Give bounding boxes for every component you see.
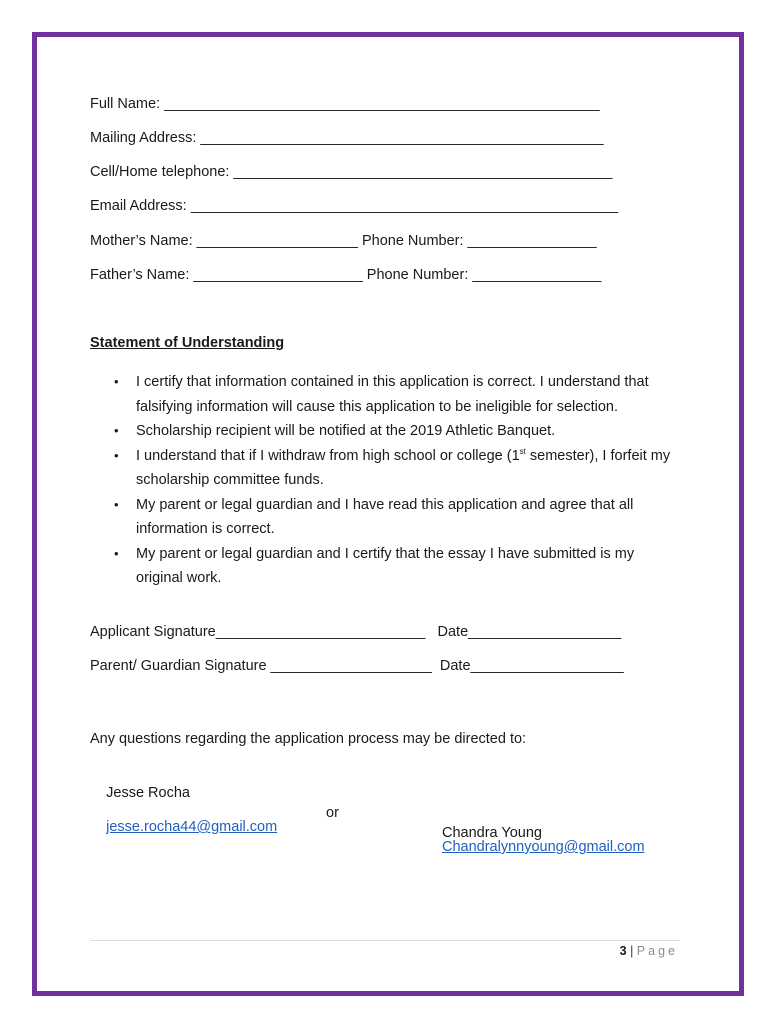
statement-item-text-start: I understand that if I withdraw from high school or college (1 [136,447,520,464]
statement-item [114,370,680,419]
statement-item [114,493,680,542]
mailing-address-field[interactable]: Mailing Address: __________________________________________________ [90,130,604,146]
contact-name-2: Chandra Young [442,825,542,841]
statement-item-text: I certify that information contained in this application is correct. I understand that falsifying information will cause this application to be ineligible for selection. [136,374,649,415]
statement-item-text: My parent or legal guardian and I certify that the essay I have submitted is my original work. [136,545,635,586]
footer-separator: | [626,944,637,958]
bullet-icon: • [114,374,119,389]
bullet-icon: • [114,423,119,438]
ordinal-suffix: st [519,446,526,456]
statement-item [114,542,680,591]
bullet-icon: • [114,545,119,561]
applicant-signature-line[interactable]: Applicant Signature__________________________ Date___________________ [90,624,622,640]
telephone-field[interactable]: Cell/Home telephone: _______________________________________________ [90,164,613,180]
statement-list [90,370,680,591]
statement-item-text-end: semester), I forfeit my scholarship committee funds. [136,447,671,488]
father-name-phone-field[interactable]: Father’s Name: _____________________ Phone Number: ________________ [90,267,602,283]
parent-signature-line[interactable]: Parent/ Guardian Signature ____________________ Date___________________ [90,658,624,674]
statement-item [114,444,680,493]
bullet-icon: • [114,447,119,463]
bullet-icon: • [114,496,119,512]
footer-divider [90,940,680,941]
contact-or: or [326,805,339,821]
statement-item-text: Scholarship recipient will be notified at the 2019 Athletic Banquet. [136,423,556,439]
mother-name-phone-field[interactable]: Mother’s Name: ____________________ Phone Number: ________________ [90,233,597,249]
email-field[interactable]: Email Address: _____________________________________________________ [90,198,619,214]
statement-heading: Statement of Understanding [90,335,285,351]
email-link-jesse[interactable]: jesse.rocha44@gmail.com [106,819,278,835]
page-footer [620,944,678,958]
page-label: Page [636,944,678,958]
statement-item [114,419,680,444]
statement-item-text: My parent or legal guardian and I have read this application and agree that all information is correct. [136,496,634,537]
page-number: 3 [619,944,627,958]
email-link-chandra[interactable]: Chandralynnyoung@gmail.com [442,839,645,855]
contact-intro: Any questions regarding the application process may be directed to: [90,731,527,747]
contact-name-1: Jesse Rocha [106,785,190,801]
full-name-field[interactable]: Full Name: ______________________________________________________ [90,96,600,112]
